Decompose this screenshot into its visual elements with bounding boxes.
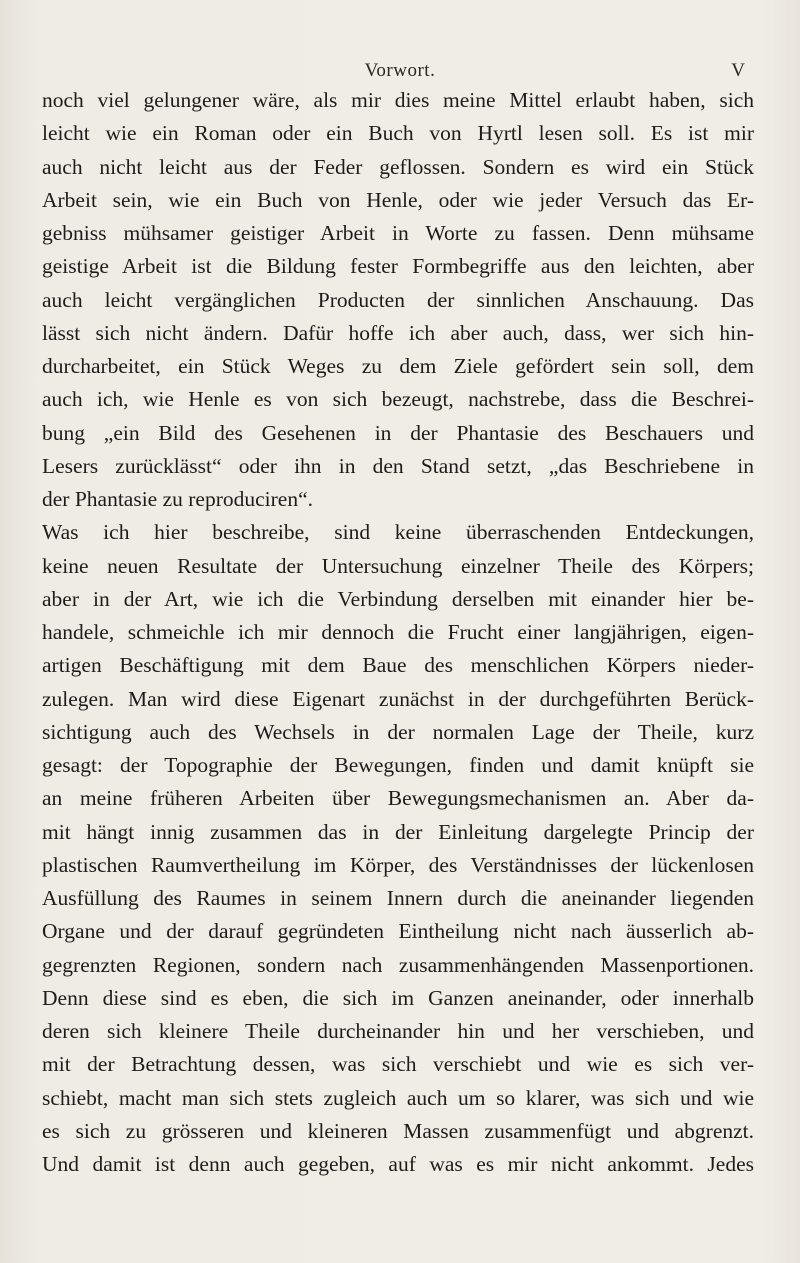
paragraph-start-line: Was ich hier beschreibe, sind keine überraschenden Entdeckungen, <box>42 520 754 545</box>
text-line: handele, schmeichle ich mir dennoch die Frucht einer langjährigen, eigen- <box>42 620 754 644</box>
running-head <box>0 60 800 84</box>
text-line: Arbeit sein, wie ein Buch von Henle, oder wie jeder Versuch das Er- <box>42 187 754 212</box>
text-line: mit hängt innig zusammen das in der Einleitung dargelegte Princip der <box>42 819 754 844</box>
text-line: aber in der Art, wie ich die Verbindung derselben mit einander hier be- <box>42 586 754 611</box>
text-line: auch ich, wie Henle es von sich bezeugt, nachstrebe, dass die Beschrei- <box>42 387 754 412</box>
running-title: Vorwort. <box>364 60 436 81</box>
text-line: es sich zu grösseren und kleineren Massen zusammenfügt und abgrenzt. <box>42 1118 754 1143</box>
text-line: Und damit ist denn auch gegeben, auf was es mir nicht ankommt. Jedes <box>42 1152 754 1176</box>
text-line: gegrenzten Regionen, sondern nach zusammenhängenden Massenportionen. <box>42 952 754 977</box>
text-line: durcharbeitet, ein Stück Weges zu dem Ziele gefördert sein soll, dem <box>42 354 754 378</box>
text-line: keine neuen Resultate der Untersuchung einzelner Theile des Körpers; <box>42 553 754 578</box>
text-line: artigen Beschäftigung mit dem Baue des menschlichen Körpers nieder- <box>42 653 754 678</box>
text-line: schiebt, macht man sich stets zugleich auch um so klarer, was sich und wie <box>42 1085 754 1110</box>
text-line: geistige Arbeit ist die Bildung fester Formbegriffe aus den leichten, aber <box>42 254 754 279</box>
paragraph-end-line: der Phantasie zu reproduciren“. <box>42 487 314 511</box>
text-line: bung „ein Bild des Gesehenen in der Phantasie des Beschauers und <box>42 420 754 445</box>
text-line: Denn diese sind es eben, die sich im Ganzen aneinander, oder innerhalb <box>42 985 754 1010</box>
text-line: auch nicht leicht aus der Feder geflossen. Sondern es wird ein Stück <box>42 154 754 179</box>
text-line: lässt sich nicht ändern. Dafür hoffe ich aber auch, dass, wer sich hin- <box>42 320 754 345</box>
text-line: gesagt: der Topographie der Bewegungen, finden und damit knüpft sie <box>42 753 754 777</box>
text-line: auch leicht vergänglichen Producten der sinnlichen Anschauung. Das <box>42 287 754 312</box>
text-line: zulegen. Man wird diese Eigenart zunächst in der durchgeführten Berück- <box>42 686 754 711</box>
text-line: Ausfüllung des Raumes in seinem Innern durch die aneinander liegenden <box>42 886 754 910</box>
text-line: mit der Betrachtung dessen, was sich verschiebt und wie es sich ver- <box>42 1052 754 1077</box>
text-line: plastischen Raumvertheilung im Körper, des Verständnisses der lückenlosen <box>42 852 754 877</box>
text-line: Organe und der darauf gegründeten Eintheilung nicht nach äusserlich ab- <box>42 919 754 944</box>
text-line: Lesers zurücklässt“ oder ihn in den Stand setzt, „das Beschriebene in <box>42 453 754 478</box>
page-number: V <box>731 60 745 81</box>
text-line: sichtigung auch des Wechsels in der normalen Lage der Theile, kurz <box>42 719 754 744</box>
body-text <box>42 84 754 1181</box>
text-line: noch viel gelungener wäre, als mir dies meine Mittel erlaubt haben, sich <box>42 88 754 112</box>
text-line: leicht wie ein Roman oder ein Buch von Hyrtl lesen soll. Es ist mir <box>42 121 754 146</box>
text-line: an meine früheren Arbeiten über Bewegungsmechanismen an. Aber da- <box>42 786 754 811</box>
text-line: deren sich kleinere Theile durcheinander hin und her verschieben, und <box>42 1019 754 1043</box>
text-line: gebniss mühsamer geistiger Arbeit in Worte zu fassen. Denn mühsame <box>42 221 754 245</box>
